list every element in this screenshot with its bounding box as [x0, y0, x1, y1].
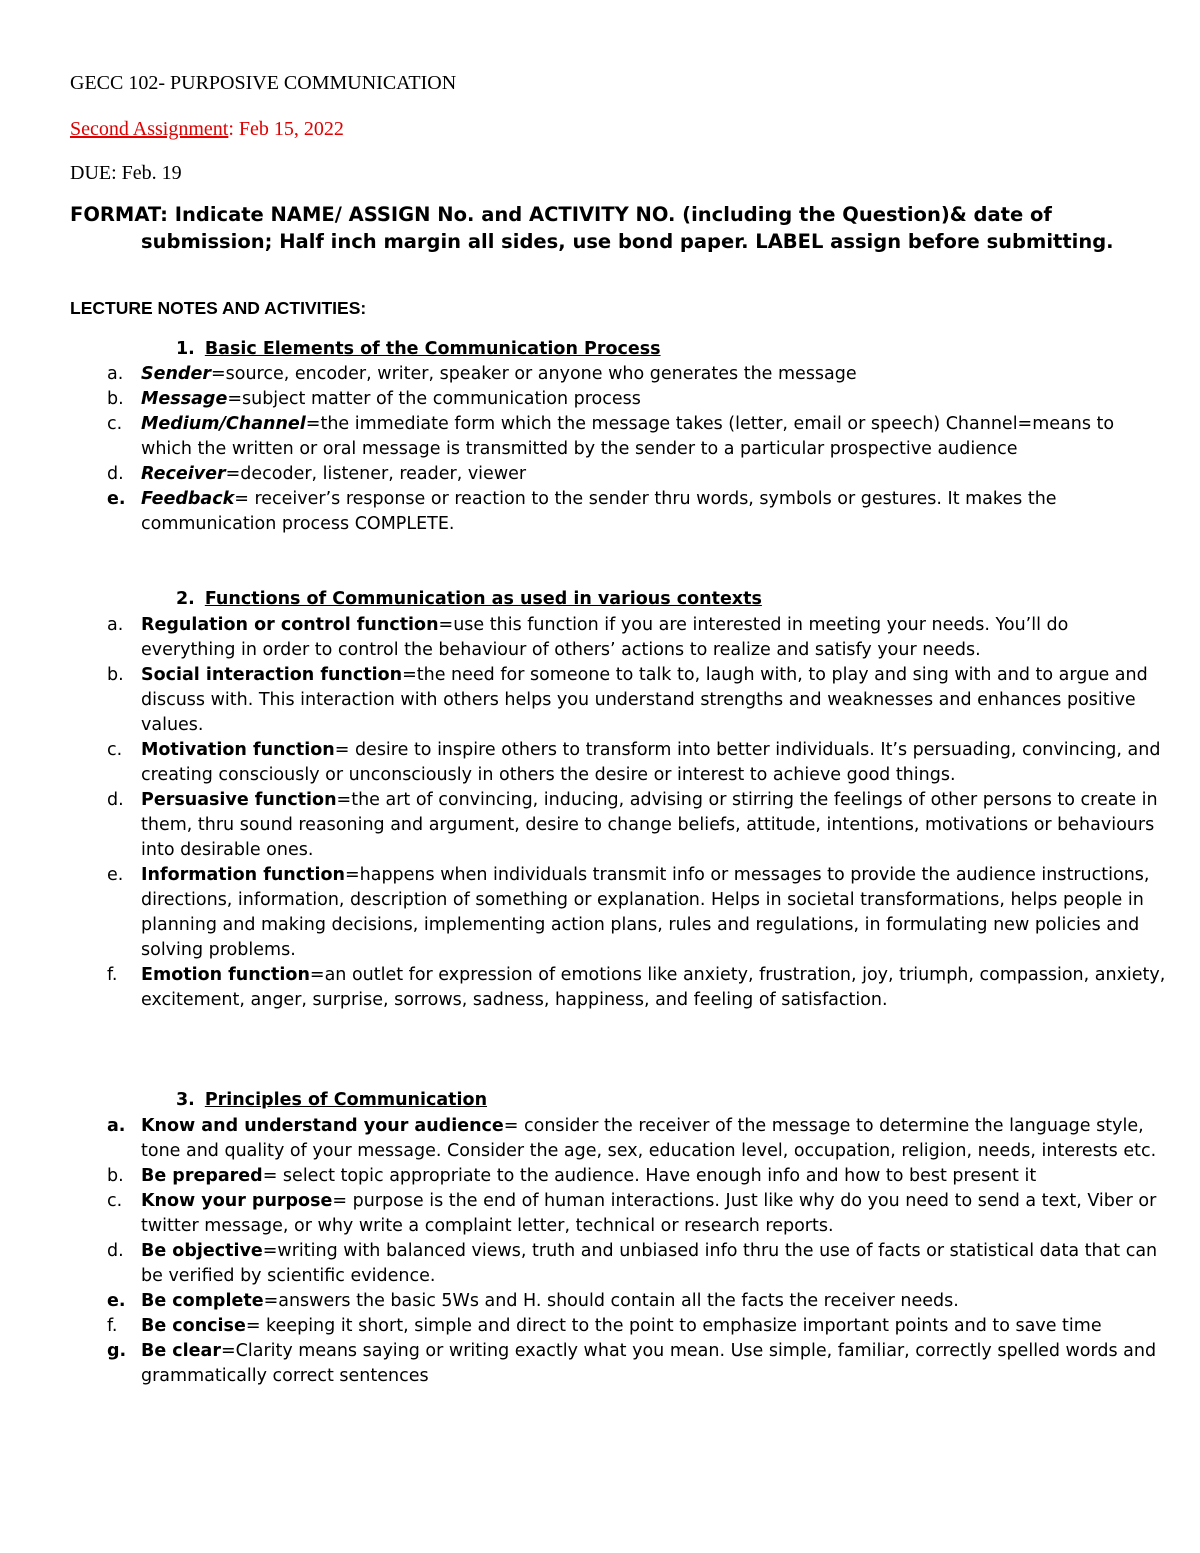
format-instructions [70, 201, 1150, 255]
list-item: c. Motivation function= desire to inspire others to transform into better individuals. It’s persuading, convincing, and creating consciously or unconsciously in others the desire or interest to achieve good things. [107, 740, 1161, 785]
list-item: d. Be objective=writing with balanced views, truth and unbiased info thru the use of facts or statistical data that can be verified by scientific evidence. [107, 1241, 1158, 1286]
list-item: a. Regulation or control function=use this function if you are interested in meeting your needs. You’ll do everything in order to control the behaviour of others’ actions to realize and satisfy your needs. [107, 615, 1069, 660]
due-date: DUE: Feb. 19 [70, 162, 182, 184]
assignment-label: Second Assignment [70, 118, 229, 140]
list-item: f. Emotion function=an outlet for expression of emotions like anxiety, frustration, joy, triumph, compassion, anxiety, excitement, anger, surprise, sorrows, sadness, happiness, and feeling of satisfaction. [107, 965, 1166, 1010]
list-item: a. Sender=source, encoder, writer, speaker or anyone who generates the message [107, 364, 857, 384]
lecture-heading: LECTURE NOTES AND ACTIVITIES: [70, 298, 367, 318]
section-title: 1. Basic Elements of the Communication Process [176, 339, 661, 359]
list-item: g. Be clear=Clarity means saying or writing exactly what you mean. Use simple, familiar, correctly spelled words and grammatically correct sentences [107, 1341, 1157, 1386]
assignment-line [70, 118, 344, 141]
list-item: e. Information function=happens when individuals transmit info or messages to provide the audience instructions, directions, information, description of something or explanation. Helps in societal transformations, helps people in planning and making decisions, implementing action plans, rules and regulations, in formulating new policies and solving problems. [107, 865, 1150, 960]
list-item: e. Be complete=answers the basic 5Ws and H. should contain all the facts the receiver needs. [107, 1291, 959, 1311]
list-item: b. Be prepared= select topic appropriate to the audience. Have enough info and how to best present it [107, 1166, 1037, 1186]
section-list [107, 613, 1167, 1013]
list-item: a. Know and understand your audience= consider the receiver of the message to determine the language style, tone and quality of your message. Consider the age, sex, education level, occupation, religion, needs, interests etc. [107, 1116, 1157, 1161]
list-item: e. Feedback= receiver’s response or reaction to the sender thru words, symbols or gestures. It makes the communication process COMPLETE. [107, 489, 1057, 534]
section-list [107, 1114, 1167, 1389]
list-item: d. Receiver=decoder, listener, reader, viewer [107, 464, 527, 484]
format-line-1: FORMAT: Indicate NAME/ ASSIGN No. and ACTIVITY NO. (including the Question)& date of [70, 203, 1052, 226]
list-item: f. Be concise= keeping it short, simple and direct to the point to emphasize important points and to save time [107, 1316, 1102, 1336]
section-list [107, 362, 1167, 537]
list-item: b. Social interaction function=the need for someone to talk to, laugh with, to play and sing with and to argue and discuss with. This interaction with others helps you understand strengths and weaknesses and enhances positive values. [107, 665, 1148, 735]
format-label: FORMAT [70, 203, 161, 226]
assignment-date: : Feb 15, 2022 [228, 118, 344, 140]
format-line-2: submission; Half inch margin all sides, use bond paper. LABEL assign before submitting. [141, 230, 1114, 253]
list-item: c. Medium/Channel=the immediate form which the message takes (letter, email or speech) Channel=means to which the written or oral message is transmitted by the sender to a particular prospective audience [107, 414, 1115, 459]
list-item: c. Know your purpose= purpose is the end of human interactions. Just like why do you need to send a text, Viber or twitter message, or why write a complaint letter, technical or research reports. [107, 1191, 1157, 1236]
list-item: d. Persuasive function=the art of convincing, inducing, advising or stirring the feelings of other persons to create in them, thru sound reasoning and argument, desire to change beliefs, attitude, intentions, motivations or behaviours into desirable ones. [107, 790, 1158, 860]
section-title: 3. Principles of Communication [176, 1090, 488, 1110]
course-title: GECC 102- PURPOSIVE COMMUNICATION [70, 72, 457, 94]
section-title: 2. Functions of Communication as used in various contexts [176, 589, 762, 609]
list-item: b. Message=subject matter of the communication process [107, 389, 641, 409]
